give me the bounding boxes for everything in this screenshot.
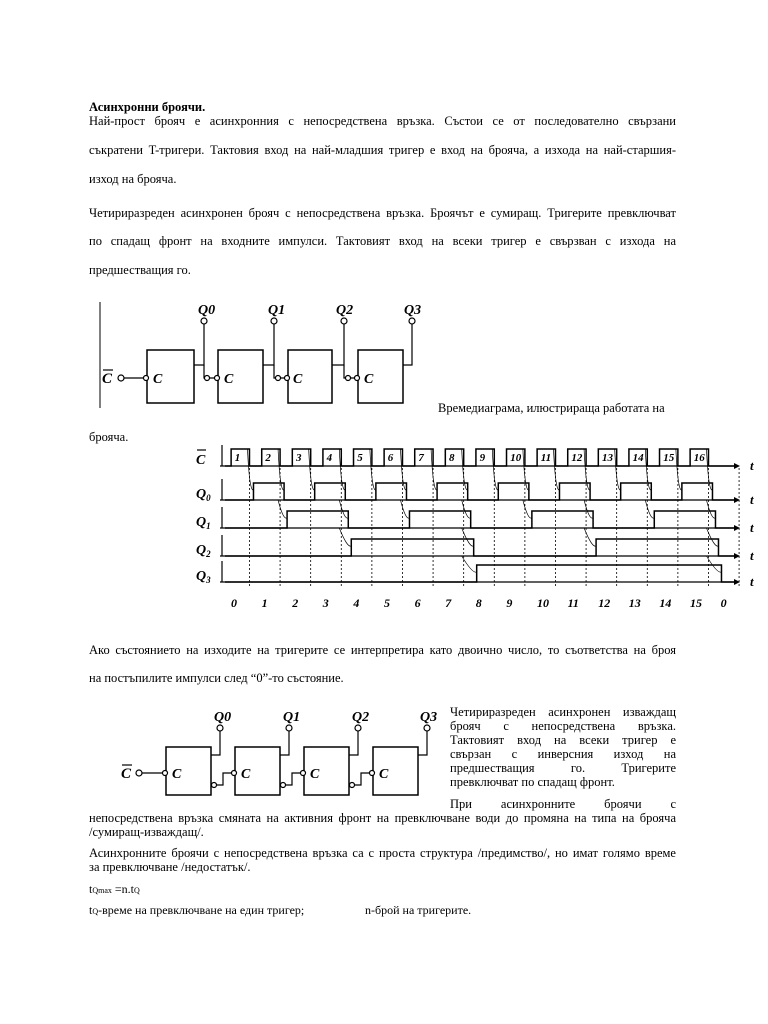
pulse-number-13: 13 (601, 452, 613, 464)
toggle-arrow (523, 449, 529, 490)
trigger-block-0 (144, 350, 195, 403)
summary-line-2: за превключване /недостатък/. (89, 860, 251, 874)
time-axis-label: t (750, 492, 754, 507)
toggle-arrow (462, 500, 471, 518)
state-number: 0 (720, 596, 727, 610)
toggle-arrow (339, 500, 348, 518)
toggle-arrow (492, 449, 498, 490)
circuit1-output-q2: Q2 (336, 303, 354, 318)
subtracting-line-2: брояч с непосредствена връзка. (450, 719, 676, 733)
pulse-number-4: 4 (326, 452, 333, 464)
state-number: 11 (567, 596, 579, 610)
state-number: 5 (384, 596, 390, 610)
toggle-arrow (645, 500, 654, 518)
summary-line-1: Асинхронните броячи с непосредствена връзка са с проста структура /предимство/, но имат голямо време (89, 846, 676, 860)
definition-tq: tQ-време на превключване на един тригер; (89, 903, 305, 917)
summing-counter-circuit (98, 300, 428, 412)
toggle-arrow (400, 500, 409, 518)
circuit2-output-q2: Q2 (352, 710, 370, 725)
timing-caption-line-2: брояча. (89, 430, 129, 444)
interpretation-line-1: Ако състоянието на изходите на тригерите се интерпретира като двоично число, то съответства на броя (89, 643, 676, 657)
q1-waveform (225, 511, 734, 528)
toggle-arrow (339, 449, 345, 490)
section-heading: Асинхронни броячи. (89, 100, 206, 114)
signal-label-q1: $Q_1$ (196, 515, 211, 531)
pulse-number-12: 12 (571, 452, 583, 464)
state-number: 7 (445, 596, 452, 610)
summing-line-2: по спадащ фронт на входните импулси. Тактовият вход на всеки тригер е свързван с изхода на (89, 234, 676, 248)
toggle-arrow (706, 449, 712, 490)
state-number: 14 (659, 596, 672, 610)
subtracting-line-5: предшестващия го. Тригерите (450, 761, 676, 775)
subtracting-line-3: Тактовият вход на всеки тригер е (450, 733, 676, 747)
svg-text:C: C (224, 372, 234, 387)
state-number: 2 (292, 596, 299, 610)
svg-text:C: C (364, 372, 374, 387)
toggle-arrow (645, 449, 651, 490)
circuit2-input-label: C (121, 766, 132, 782)
q0-waveform (225, 483, 734, 500)
signal-label-c: C (196, 453, 206, 468)
toggle-arrow (400, 449, 406, 490)
state-number: 4 (353, 596, 360, 610)
circuit2-output-q0: Q0 (214, 710, 232, 725)
pulse-number-10: 10 (510, 452, 522, 464)
state-number: 6 (414, 596, 421, 610)
subtracting-line-6: превключват по спадащ фронт. (450, 775, 615, 789)
trigger-block-1 (215, 350, 264, 403)
toggle-arrow (370, 449, 376, 490)
state-number: 0 (231, 596, 237, 610)
svg-text:C: C (241, 767, 251, 782)
subtract-trigger-block-3 (370, 747, 419, 795)
intro-line-2: съкратени T-тригери. Тактовия вход на най-младшия тригер е вход на брояча, а изхода на най-старшия- (89, 143, 676, 157)
circuit2-output-q1: Q1 (283, 710, 301, 725)
interpretation-line-2: на постъпилите импулси след “0”-то състояние. (89, 671, 344, 685)
toggle-arrow (278, 449, 284, 490)
circuit1-input-label: C (102, 371, 113, 387)
circuit1-output-q1: Q1 (268, 303, 286, 318)
q2-waveform (225, 539, 734, 556)
summing-line-3: предшестващия го. (89, 263, 191, 277)
time-axis-label: t (750, 548, 754, 563)
subtracting-counter-circuit (117, 707, 442, 807)
state-number: 3 (322, 596, 329, 610)
pulse-number-15: 15 (663, 452, 675, 464)
time-axis-label: t (750, 574, 754, 589)
pulse-number-2: 2 (265, 452, 271, 464)
state-number: 8 (475, 596, 482, 610)
toggle-arrow (676, 449, 682, 490)
state-number: 15 (690, 596, 702, 610)
front-change-line-3: /сумиращ-изваждащ/. (89, 825, 204, 839)
timing-diagram (194, 446, 766, 610)
svg-text:C: C (293, 372, 303, 387)
toggle-arrow (523, 500, 532, 518)
svg-text:C: C (310, 767, 320, 782)
toggle-arrow (309, 449, 315, 490)
signal-label-q3: $Q_3$ (196, 569, 211, 585)
time-axis-label: t (750, 520, 754, 535)
signal-label-q2: $Q_2$ (196, 543, 211, 559)
svg-text:C: C (153, 372, 163, 387)
front-change-line-1: При асинхронните броячи с (450, 797, 676, 811)
summing-line-1: Четириразреден асинхронен брояч с непосредствена връзка. Броячът е сумиращ. Тригерите превключват (89, 206, 676, 220)
trigger-block-2 (285, 350, 333, 403)
state-number: 12 (598, 596, 611, 610)
time-axis-label: t (750, 458, 754, 473)
toggle-arrow (462, 449, 468, 490)
circuit1-output-q3: Q3 (404, 303, 422, 318)
pulse-number-14: 14 (632, 452, 644, 464)
subtract-trigger-block-1 (232, 747, 281, 795)
pulse-number-5: 5 (357, 452, 363, 464)
state-number: 10 (537, 596, 549, 610)
state-number: 13 (628, 596, 641, 610)
subtracting-line-1: Четириразреден асинхронен изваждащ (450, 705, 676, 719)
timing-caption-line-1: Времедиаграма, илюстрираща работата на (438, 401, 665, 415)
pulse-number-6: 6 (387, 452, 394, 464)
front-change-line-2: непосредствена връзка смяната на активния фронт на превключване води до промяна на типа на брояча (89, 811, 676, 825)
q3-waveform (225, 565, 734, 582)
pulse-number-16: 16 (693, 452, 705, 464)
signal-label-q0: $Q_0$ (196, 487, 211, 503)
formula: tQmax =n.tQ (89, 882, 140, 896)
toggle-arrow (706, 500, 715, 518)
trigger-block-3 (355, 350, 404, 403)
subtracting-line-4: свързан с инверсния изход на (450, 747, 676, 761)
subtract-trigger-block-2 (301, 747, 350, 795)
toggle-arrow (584, 500, 593, 518)
state-number: 1 (261, 596, 268, 610)
toggle-arrow (247, 449, 253, 490)
pulse-number-1: 1 (234, 452, 241, 464)
svg-text:C: C (172, 767, 182, 782)
toggle-arrow (553, 449, 559, 490)
toggle-arrow (431, 449, 437, 490)
circuit2-output-q3: Q3 (420, 710, 438, 725)
pulse-number-9: 9 (479, 452, 486, 464)
state-number: 9 (506, 596, 513, 610)
subtract-trigger-block-0 (163, 747, 212, 795)
toggle-arrow (584, 449, 590, 490)
intro-line-3: изход на брояча. (89, 172, 177, 186)
toggle-arrow (278, 500, 287, 518)
pulse-number-11: 11 (540, 452, 552, 464)
svg-text:C: C (379, 767, 389, 782)
pulse-number-3: 3 (295, 452, 302, 464)
intro-line-1: Най-прост брояч е асинхронния с непосредствена връзка. Състои се от последователно свързани (89, 114, 676, 128)
circuit1-output-q0: Q0 (198, 303, 216, 318)
definition-n: n-брой на тригерите. (365, 903, 472, 917)
pulse-number-7: 7 (418, 452, 424, 464)
pulse-number-8: 8 (448, 452, 455, 464)
toggle-arrow (615, 449, 621, 490)
